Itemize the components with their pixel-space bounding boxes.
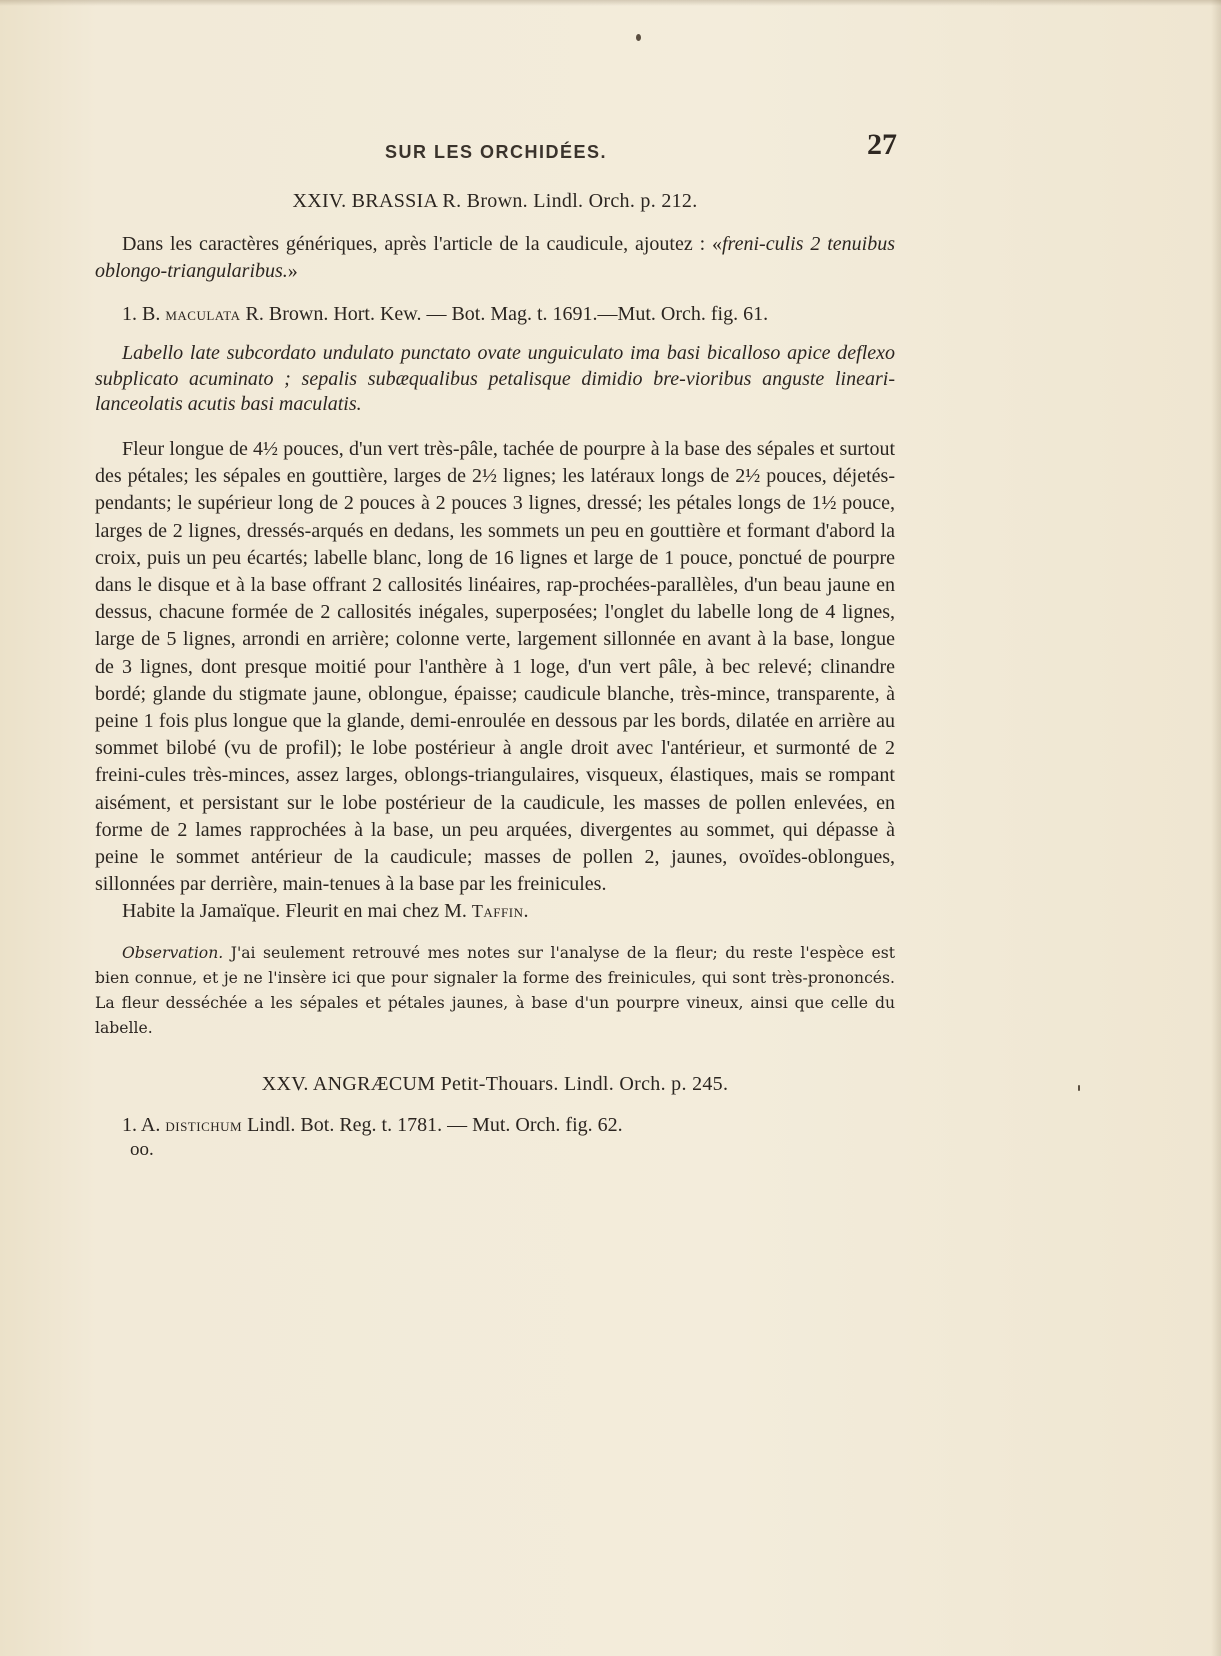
habitat-end: . [523, 900, 529, 923]
species-line-brassia-maculata [95, 303, 895, 326]
species-citation: R. Brown. Hort. Kew. — Bot. Mag. t. 1691.—Mut. Orch. fig. 61. [245, 303, 769, 326]
running-title: SUR LES ORCHIDÉES. [385, 142, 608, 162]
species-number: 1. [122, 303, 137, 326]
ink-speck [636, 34, 641, 41]
habitat-text: Habite la Jamaïque. Fleurit en mai chez M. [122, 900, 467, 923]
habitat-collector: Taffin [471, 901, 524, 922]
ink-speck [1078, 1085, 1080, 1091]
page-top-edge [0, 0, 1221, 6]
latin-diagnosis: Labello late subcordato undulato punctato ovate unguiculato ima basi bicalloso apice deflexo subplicato acuminato ; sepalis subæqualibus petalisque dimidio bre-vioribus anguste lineari-lanceolatis acutis basi maculatis. [95, 342, 895, 416]
running-head [95, 128, 895, 168]
generic-note-close: » [287, 260, 298, 283]
generic-note-text: Dans les caractères génériques, après l'article de la caudicule, ajoutez : « [122, 233, 722, 255]
page-number: 27 [867, 128, 897, 161]
text-block [95, 128, 895, 1161]
species-line-angraecum-distichum [95, 1114, 895, 1137]
generic-characters-note [95, 231, 895, 285]
species-citation: Lindl. Bot. Reg. t. 1781. — Mut. Orch. fig. 62. [247, 1114, 623, 1137]
species-name: maculata [165, 304, 241, 325]
genus-heading-brassia: XXIV. BRASSIA R. Brown. Lindl. Orch. p. 212. [292, 190, 698, 212]
habitat-line [95, 898, 895, 925]
printer-signature: oo. [130, 1139, 154, 1161]
species-genus-abbrev: A. [140, 1114, 161, 1137]
species-description: Fleur longue de 4½ pouces, d'un vert très-pâle, tachée de pourpre à la base des sépales et surtout des pétales; les sépales en gouttière, larges de 2½ lignes; les latéraux longs de 2½ pouces, déjetés-pendants; le supérieur long de 2 pouces à 2 pouces 3 lignes, dressé; les pétales longs de 1½ pouce, larges de 2 lignes, dressés-arqués en dedans, les sommets un peu en gouttière et formant d'abord la croix, puis un peu écartés; labelle blanc, long de 16 lignes et large de 1 pouce, ponctué de pourpre dans le disque et à la base offrant 2 callosités linéaires, rap-prochées-parallèles, d'un beau jaune en dessus, chacune formée de 2 callosités inégales, superposées; l'onglet du labelle long de 4 lignes, large de 5 lignes, arrondi en arrière; colonne verte, largement sillonnée en avant à la base, longue de 3 lignes, dont presque moitié pour l'anthère à 1 loge, d'un vert pâle, à bec relevé; clinandre bordé; glande du stigmate jaune, oblongue, épaisse; caudicule blanche, très-mince, transparente, à peine 1 fois plus longue que la glande, demi-enroulée en dessous par les bords, dilatée en arrière au sommet bilobé (vu de profil); le lobe postérieur à angle droit avec l'antérieur, et surmonté de 2 freini-cules très-minces, assez larges, oblongs-triangulaires, visqueux, élastiques, mais se rompant aisément, et persistant sur le lobe postérieur de la caudicule, les masses de pollen enlevées, en forme de 2 lames rapprochées à la base, un peu arquées, divergentes au sommet, qui dépasse à peine le sommet antérieur de la caudicule; masses de pollen 2, jaunes, ovoïdes-oblongues, sillonnées par derrière, main-tenues à la base par les freinicules. [95, 437, 895, 896]
genus-heading-angraecum: XXV. ANGRÆCUM Petit-Thouars. Lindl. Orch. p. 245. [261, 1073, 729, 1096]
page-edge-shadow [1211, 0, 1221, 1656]
species-number: 1. [122, 1114, 137, 1137]
species-genus-abbrev: B. [142, 303, 161, 326]
observation-note [95, 941, 895, 1041]
observation-text: J'ai seulement retrouvé mes notes sur l'analyse de la fleur; du reste l'espèce est bien connue, et je ne l'insère ici que pour signaler la forme des freinicules, qui sont très-prononcés. La fleur desséchée a les sépales et pétales jaunes, à base d'un pourpre vineux, ainsi que celle du labelle. [95, 944, 895, 1038]
species-name: distichum [165, 1115, 243, 1136]
observation-label: Observation. [122, 944, 224, 963]
generic-note-latin: freni-culis 2 tenuibus oblongo-triangularibus. [95, 233, 895, 283]
